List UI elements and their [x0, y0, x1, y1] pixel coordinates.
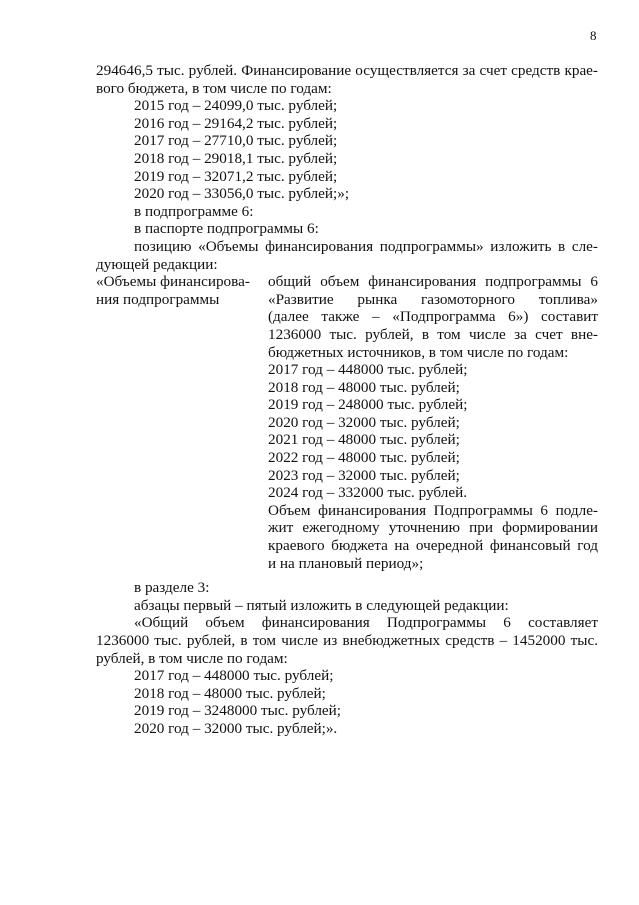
table-right-line: краевого бюджета на очередной финансовый год [268, 537, 598, 555]
year-line: 2019 год – 3248000 тыс. рублей; [134, 702, 342, 720]
year-line: 2017 год – 27710,0 тыс. рублей; [134, 132, 338, 150]
section-3-text-line-3: рублей, в том числе по годам: [96, 649, 288, 667]
table-year-line: 2019 год – 248000 тыс. рублей; [268, 396, 468, 414]
table-right-line: «Развитие рынка газомоторного топлива» [268, 290, 598, 308]
table-right-line: 1236000 тыс. рублей, в том числе за счет вне- [268, 325, 598, 343]
table-year-line: 2024 год – 332000 тыс. рублей. [268, 484, 468, 502]
year-line: 2020 год – 32000 тыс. рублей;». [134, 719, 338, 737]
table-right-line: жит ежегодному уточнению при формировании [268, 519, 598, 537]
table-right-line: и на плановый период»; [268, 554, 424, 572]
table-year-line: 2023 год – 32000 тыс. рублей; [268, 466, 460, 484]
amendment-text-line-1: позицию «Объемы финансирования подпрограммы» изложить в сле- [134, 237, 598, 255]
year-line: 2019 год – 32071,2 тыс. рублей; [134, 167, 338, 185]
table-year-line: 2017 год – 448000 тыс. рублей; [268, 361, 468, 379]
section-3-text-line-2: 1236000 тыс. рублей, в том числе из внебюджетных средств – 1452000 тыс. [96, 631, 598, 649]
opening-line-1: 294646,5 тыс. рублей. Финансирование осуществляется за счет средств крае- [96, 62, 598, 79]
section-3-text-line-1: «Общий объем финансирования Подпрограммы 6 составляет [134, 614, 598, 632]
year-line: 2017 год – 448000 тыс. рублей; [134, 667, 334, 685]
year-line: 2018 год – 48000 тыс. рублей; [134, 684, 326, 702]
table-left-line: «Объемы финансирова- [96, 273, 250, 291]
table-right-line: (далее также – «Подпрограмма 6») составит [268, 308, 598, 326]
table-right-cell [268, 273, 598, 572]
table-right-line: Объем финансирования Подпрограммы 6 подле- [268, 501, 598, 519]
year-line: 2015 год – 24099,0 тыс. рублей; [134, 97, 338, 115]
subprogram-6-heading: в подпрограмме 6: [134, 202, 254, 220]
section-3-heading: в разделе 3: [134, 579, 210, 597]
table-left-line: ния подпрограммы [96, 290, 220, 308]
table-left-cell [96, 273, 256, 308]
table-year-line: 2020 год – 32000 тыс. рублей; [268, 413, 460, 431]
table-year-line: 2022 год – 48000 тыс. рублей; [268, 449, 460, 467]
opening-line-2: вого бюджета, в том числе по годам: [96, 79, 332, 97]
table-right-line: бюджетных источников, в том числе по годам: [268, 343, 569, 361]
year-line: 2020 год – 33056,0 тыс. рублей;»; [134, 185, 350, 203]
passport-heading: в паспорте подпрограммы 6: [134, 220, 319, 238]
amendment-text-line-2: дующей редакции: [96, 255, 218, 273]
table-right-line: общий объем финансирования подпрограммы 6 [268, 273, 598, 291]
document-body [96, 62, 598, 737]
section-3-instruction: абзацы первый – пятый изложить в следующей редакции: [134, 596, 509, 614]
financing-table [96, 273, 598, 579]
year-line: 2016 год – 29164,2 тыс. рублей; [134, 114, 338, 132]
page-number: 8 [590, 28, 597, 43]
year-line: 2018 год – 29018,1 тыс. рублей; [134, 149, 338, 167]
table-year-line: 2018 год – 48000 тыс. рублей; [268, 378, 460, 396]
table-year-line: 2021 год – 48000 тыс. рублей; [268, 431, 460, 449]
